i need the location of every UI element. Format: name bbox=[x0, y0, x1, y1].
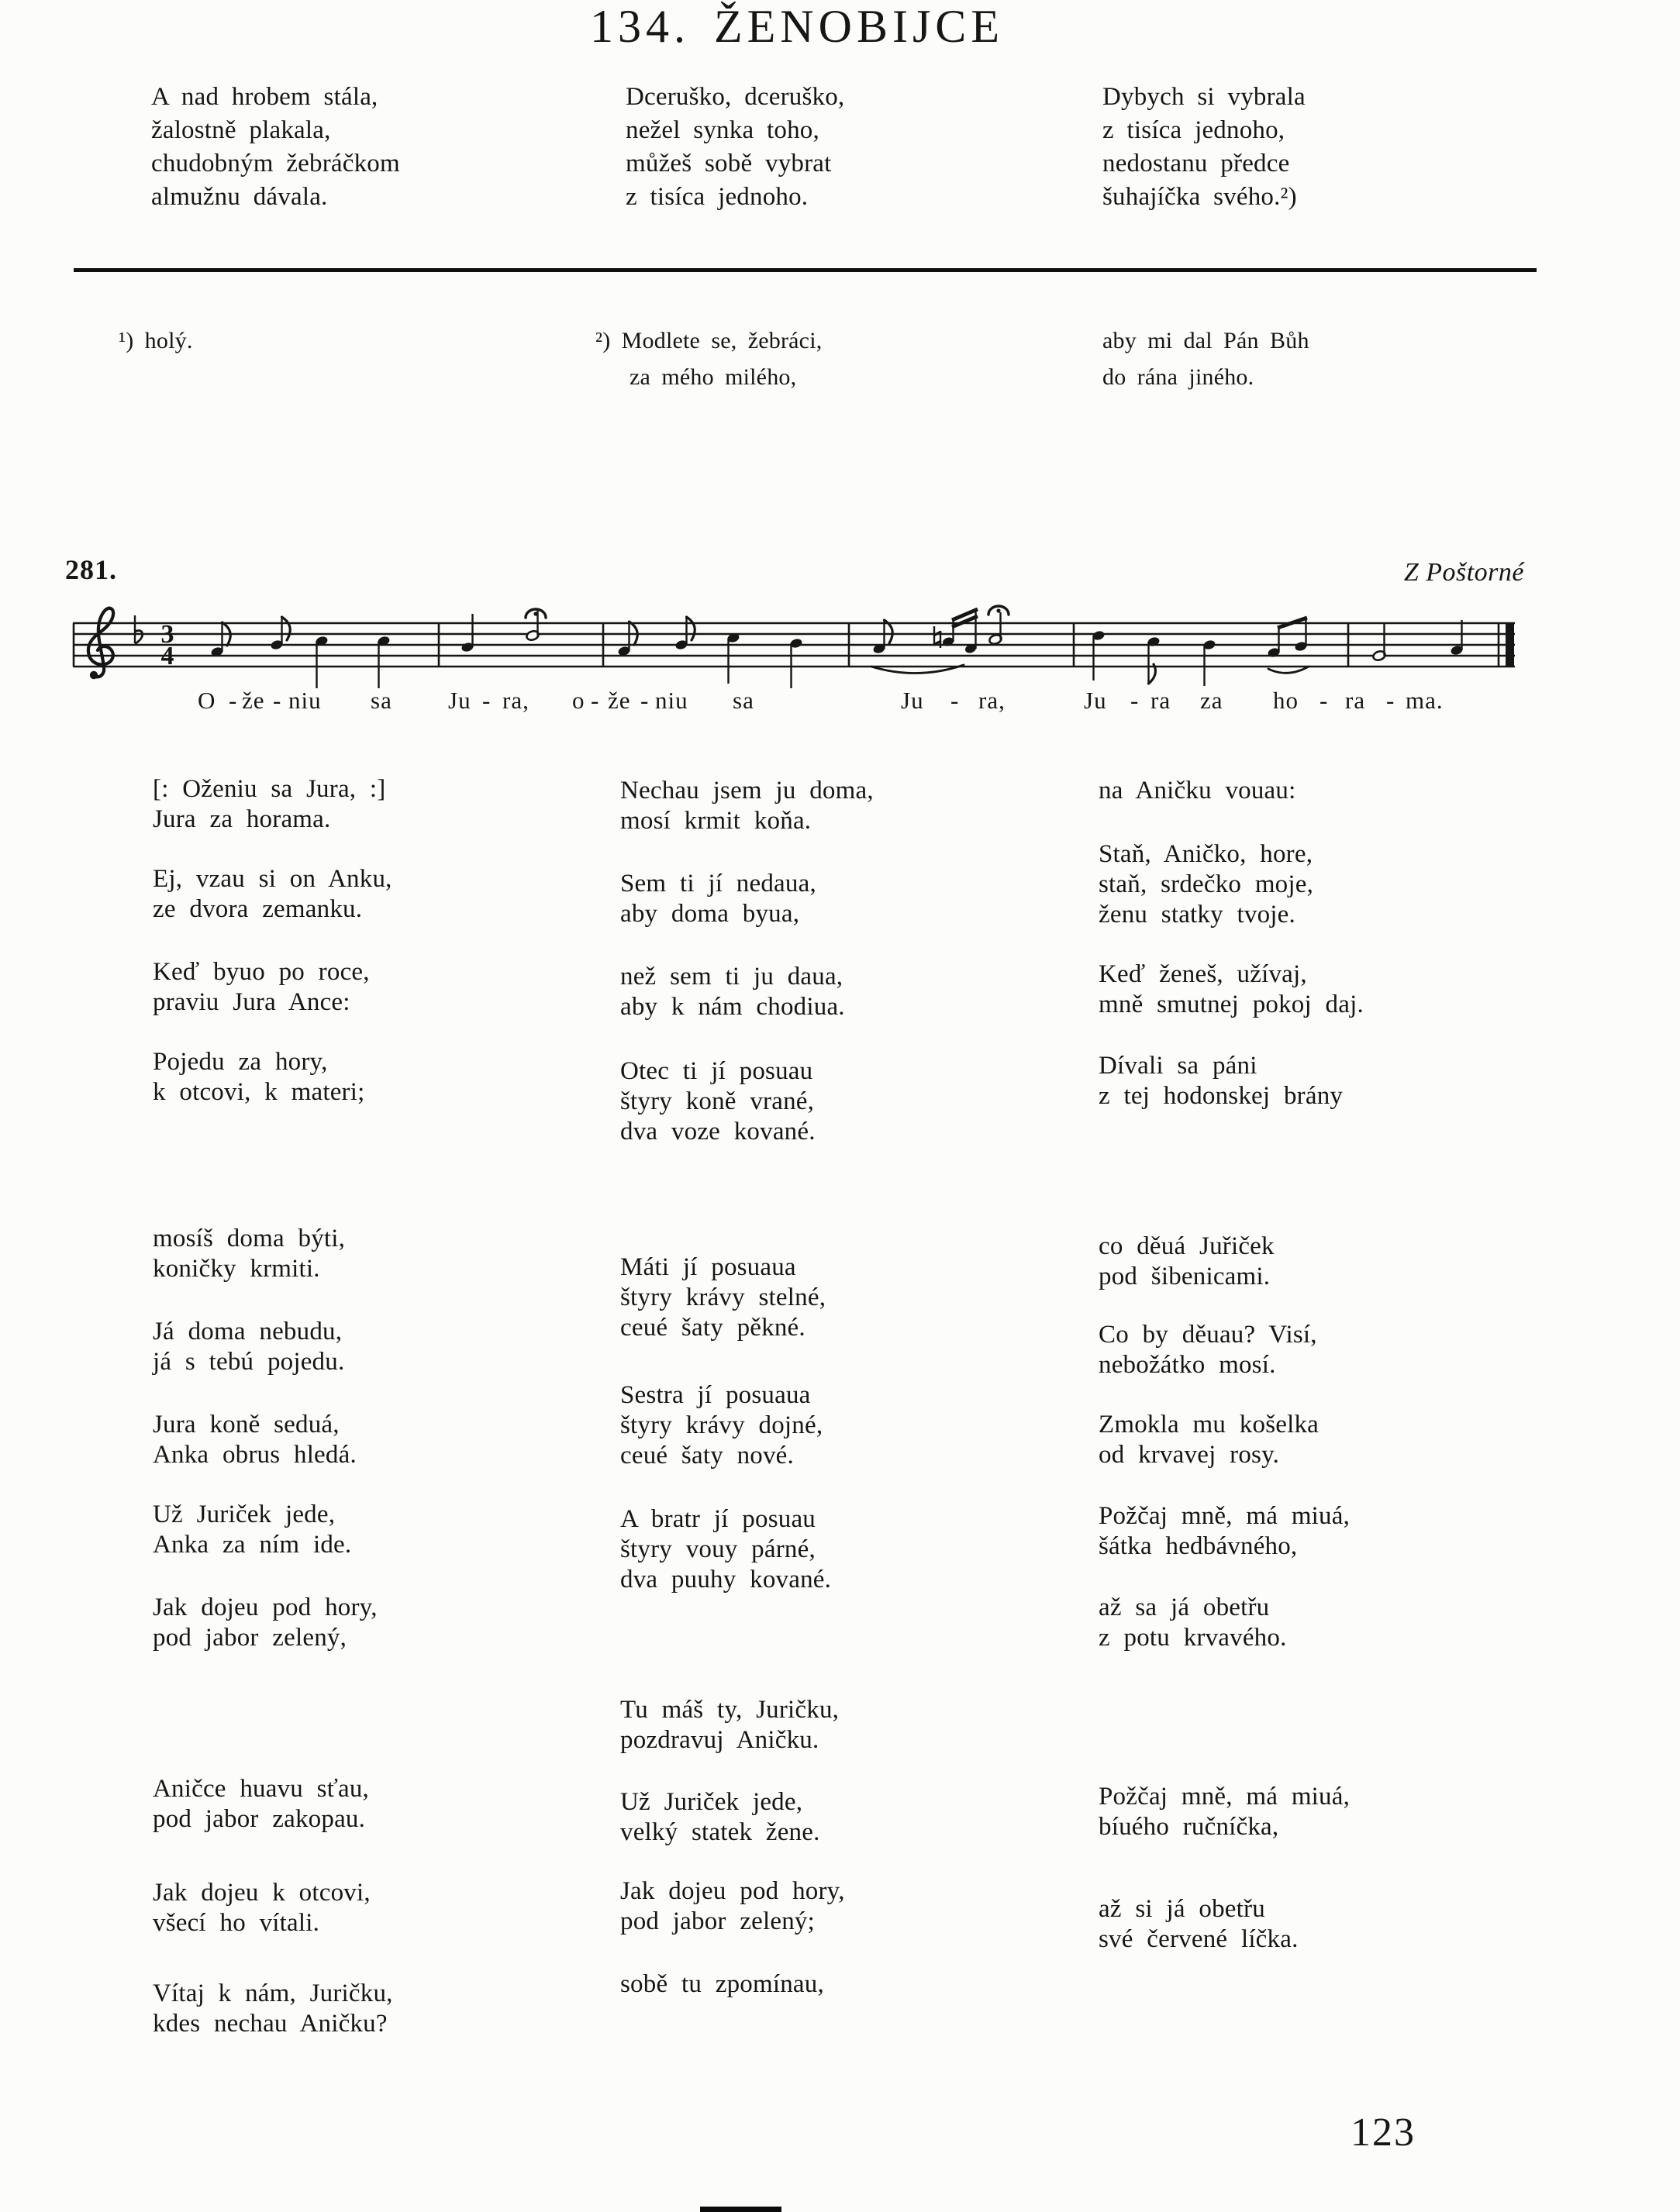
lyric-syllable: ra bbox=[1150, 687, 1171, 714]
stanza bbox=[1099, 1051, 1343, 1111]
stanza bbox=[1099, 839, 1313, 930]
lyric-syllable: sa bbox=[371, 687, 392, 714]
verse-line: Sestra jí posuaua bbox=[620, 1381, 811, 1409]
verse-line: Staň, Aničko, hore, bbox=[1099, 840, 1313, 868]
stanza bbox=[620, 776, 874, 836]
verse-line: Otec ti jí posuau bbox=[620, 1057, 813, 1085]
header-verse-column-1 bbox=[151, 81, 400, 214]
verse-line: Dceruško, dceruško, bbox=[626, 83, 845, 111]
stanza bbox=[620, 1252, 826, 1343]
scan-artifact bbox=[700, 2207, 781, 2212]
lyric-syllable: - bbox=[1130, 687, 1140, 714]
stanza bbox=[1099, 776, 1295, 806]
stanza bbox=[1099, 960, 1364, 1020]
verse-line: Anka za ním ide. bbox=[153, 1531, 352, 1559]
verse-line: Už Juriček jede, bbox=[153, 1501, 336, 1528]
verse-line: můžeš sobě vybrat bbox=[626, 150, 832, 177]
verse-line: Máti jí posuaua bbox=[620, 1253, 796, 1281]
lyric-syllable: niu bbox=[288, 687, 322, 714]
stanza bbox=[620, 962, 845, 1022]
verse-line: kdes nechau Aničku? bbox=[153, 2010, 388, 2038]
verse-line: Už Juriček jede, bbox=[620, 1788, 803, 1816]
stanza bbox=[620, 869, 816, 929]
measure-4-notes bbox=[871, 606, 1074, 674]
fermata-icon bbox=[988, 606, 1009, 615]
verse-line: mosí krmit koňa. bbox=[620, 807, 812, 835]
verse-line: z tisíca jednoho, bbox=[1102, 116, 1285, 144]
lyric-syllable: Ju bbox=[901, 687, 924, 714]
stanza bbox=[620, 1380, 823, 1471]
verse-line: mně smutnej pokoj daj. bbox=[1099, 991, 1364, 1018]
verse-line: nedostanu předce bbox=[1102, 150, 1290, 177]
stanza bbox=[153, 1500, 351, 1560]
page-number: 123 bbox=[1351, 2110, 1416, 2155]
stanza bbox=[1099, 1894, 1299, 1955]
measure-6-notes bbox=[1372, 620, 1514, 667]
header-verse-column-2 bbox=[626, 81, 844, 214]
stanza bbox=[153, 1979, 393, 2039]
song-title: 134. ŽENOBIJCE bbox=[590, 1, 1004, 52]
verse-line: Dybych si vybrala bbox=[1102, 83, 1306, 111]
verse-line: šuhajíčka svého.²) bbox=[1102, 183, 1297, 211]
header-verse-column-3 bbox=[1102, 81, 1306, 214]
lyric-syllable: - bbox=[482, 687, 492, 714]
verse-line: než sem ti ju daua, bbox=[620, 963, 843, 991]
lyric-syllable: ho bbox=[1273, 687, 1299, 714]
stanza bbox=[153, 957, 370, 1018]
stanza bbox=[153, 1410, 357, 1470]
verse-line: mosíš doma býti, bbox=[153, 1225, 346, 1252]
verse-line: za mého milého, bbox=[630, 364, 797, 390]
verse-line: Dívali sa páni bbox=[1099, 1052, 1257, 1080]
verse-line: sobě tu zpomínau, bbox=[620, 1970, 824, 1998]
lyric-syllable: ra, bbox=[502, 687, 530, 714]
verse-line: ceué šaty pěkné. bbox=[620, 1314, 806, 1342]
time-signature bbox=[161, 620, 174, 670]
verse-line: své červené líčka. bbox=[1099, 1925, 1299, 1953]
lyric-syllable: za bbox=[1200, 687, 1223, 714]
verse-line: od krvavej rosy. bbox=[1099, 1441, 1280, 1469]
melody-number: 281. bbox=[65, 554, 117, 585]
stanza bbox=[620, 1056, 816, 1147]
lyric-syllable: - bbox=[591, 687, 600, 714]
lyric-syllable: - bbox=[640, 687, 650, 714]
verse-line: Nechau jsem ju doma, bbox=[620, 777, 874, 805]
stanza bbox=[1099, 1320, 1317, 1380]
verse-line: praviu Jura Ance: bbox=[153, 988, 350, 1016]
verse-line: aby k nám chodiua. bbox=[620, 993, 845, 1021]
measure-1-notes bbox=[210, 617, 439, 688]
lyric-syllable: ra bbox=[1345, 687, 1366, 714]
verse-line: dva voze kované. bbox=[620, 1118, 816, 1146]
verse-line: Jura za horama. bbox=[153, 805, 331, 833]
verse-line: až sa já obetřu bbox=[1099, 1594, 1270, 1621]
verse-line: dva puuhy kované. bbox=[620, 1566, 832, 1594]
verse-line: šátka hedbávného, bbox=[1099, 1532, 1298, 1560]
verse-line: Jak dojeu pod hory, bbox=[153, 1594, 378, 1621]
verse-line: k otcovi, k materi; bbox=[153, 1078, 365, 1106]
lyric-syllable: že bbox=[242, 687, 265, 714]
lyric-syllable: sa bbox=[733, 687, 754, 714]
verse-line: Sem ti jí nedaua, bbox=[620, 870, 816, 898]
verse-line: Zmokla mu košelka bbox=[1099, 1411, 1319, 1438]
lyric-syllable: ma. bbox=[1406, 687, 1444, 714]
lyric-syllable: že bbox=[608, 687, 631, 714]
verse-line: Tu máš ty, Juričku, bbox=[620, 1696, 840, 1724]
verse-line: almužnu dávala. bbox=[151, 183, 328, 211]
verse-line: Anka obrus hledá. bbox=[153, 1441, 357, 1469]
verse-line: A bratr jí posuau bbox=[620, 1505, 816, 1533]
verse-line: štyry vouy párné, bbox=[620, 1535, 816, 1563]
verse-line: Já doma nebudu, bbox=[153, 1318, 343, 1345]
verse-line: Jak dojeu pod hory, bbox=[620, 1877, 845, 1905]
stanza bbox=[1099, 1501, 1350, 1562]
stanza bbox=[1099, 1232, 1275, 1292]
verse-line: Jak dojeu k otcovi, bbox=[153, 1879, 371, 1907]
verse-line: aby mi dal Pán Bůh bbox=[1102, 328, 1309, 353]
lyric-syllable: - bbox=[1320, 687, 1329, 714]
verse-line: staň, srdečko moje, bbox=[1099, 870, 1314, 898]
verse-line: na Aničku vouau: bbox=[1099, 777, 1296, 805]
verse-line: až si já obetřu bbox=[1099, 1895, 1265, 1923]
verse-line: pod šibenicami. bbox=[1099, 1263, 1271, 1290]
verse-line: ženu statky tvoje. bbox=[1099, 901, 1295, 929]
stanza bbox=[620, 1504, 831, 1595]
verse-line: štyry krávy stelné, bbox=[620, 1283, 826, 1311]
stanza bbox=[153, 864, 392, 925]
verse-line: pod jabor zakopau. bbox=[153, 1805, 366, 1833]
verse-line: ze dvora zemanku. bbox=[153, 895, 363, 923]
lyric-syllable: - bbox=[273, 687, 282, 714]
verse-line: všecí ho vítali. bbox=[153, 1909, 320, 1937]
stanza bbox=[153, 1878, 371, 1938]
song-source: Z Poštorné bbox=[1403, 558, 1524, 587]
svg-text:4: 4 bbox=[160, 642, 174, 670]
lyric-syllable: O bbox=[198, 687, 216, 714]
stanza bbox=[153, 774, 386, 835]
stanza bbox=[1099, 1782, 1350, 1842]
verse-line: co děuá Juřiček bbox=[1099, 1232, 1275, 1260]
verse-line: z tej hodonskej brány bbox=[1099, 1082, 1344, 1110]
lyric-syllable: - bbox=[950, 687, 960, 714]
verse-line: Ej, vzau si on Anku, bbox=[153, 865, 392, 893]
verse-line: Keď byuo po roce, bbox=[153, 958, 370, 986]
measure-3-notes bbox=[617, 617, 849, 688]
lyric-syllable: Ju bbox=[1084, 687, 1107, 714]
stanza bbox=[153, 1774, 369, 1835]
verse-line: ceué šaty nové. bbox=[620, 1442, 794, 1469]
stanza bbox=[1099, 1593, 1287, 1653]
measure-5-notes bbox=[1092, 618, 1348, 686]
verse-line: pod jabor zelený, bbox=[153, 1624, 347, 1652]
stanza bbox=[1099, 1410, 1319, 1470]
stanza bbox=[153, 1317, 344, 1377]
stanza bbox=[153, 1047, 364, 1108]
verse-line: ²) Modlete se, žebráci, bbox=[595, 328, 823, 353]
verse-line: pod jabor zelený; bbox=[620, 1907, 815, 1935]
lyric-syllable: - bbox=[229, 687, 238, 714]
verse-line: Co by děuau? Visí, bbox=[1099, 1321, 1317, 1349]
lyric-syllable: - bbox=[1386, 687, 1395, 714]
verse-line: [: Oženiu sa Jura, :] bbox=[153, 775, 386, 803]
measure-2-notes bbox=[461, 609, 603, 667]
lyric-syllable: Ju bbox=[448, 687, 471, 714]
flat-sign-icon bbox=[135, 615, 143, 643]
verse-line: Pojedu za hory, bbox=[153, 1048, 328, 1076]
lyric-syllable: ra, bbox=[978, 687, 1006, 714]
verse-line: já s tebú pojedu. bbox=[153, 1348, 345, 1376]
verse-line: nebožátko mosí. bbox=[1099, 1351, 1276, 1379]
verse-line: Požčaj mně, má miuá, bbox=[1099, 1502, 1351, 1530]
verse-line: do rána jiného. bbox=[1102, 364, 1254, 390]
footnote-1: ¹) holý. bbox=[119, 328, 193, 353]
verse-line: štyry koně vrané, bbox=[620, 1087, 815, 1115]
verse-line: žalostně plakala, bbox=[151, 116, 331, 144]
staff-lyrics bbox=[0, 687, 1680, 718]
treble-clef-icon bbox=[88, 608, 113, 679]
verse-line: Keď ženeš, užívaj, bbox=[1099, 960, 1307, 988]
fermata-icon bbox=[526, 609, 546, 618]
verse-line: nežel synka toho, bbox=[626, 116, 819, 144]
stanza bbox=[620, 1787, 820, 1848]
stanza bbox=[620, 1969, 824, 2000]
svg-text:3: 3 bbox=[160, 620, 174, 649]
verse-line: bíuého ručníčka, bbox=[1099, 1813, 1279, 1841]
verse-line: koničky krmiti. bbox=[153, 1255, 320, 1283]
footnote-2 bbox=[595, 322, 822, 395]
lyric-syllable: o bbox=[572, 687, 585, 714]
verse-line: štyry krávy dojné, bbox=[620, 1411, 823, 1439]
verse-line: aby doma byua, bbox=[620, 900, 800, 928]
verse-line: chudobným žebráčkom bbox=[151, 150, 400, 177]
verse-line: pozdravuj Aničku. bbox=[620, 1726, 819, 1754]
verse-line: z tisíca jednoho. bbox=[626, 183, 809, 211]
footnote-rule bbox=[74, 268, 1537, 272]
lyric-syllable: niu bbox=[655, 687, 688, 714]
verse-line: Jura koně seduá, bbox=[153, 1411, 340, 1438]
stanza bbox=[153, 1593, 378, 1653]
verse-line: velký statek žene. bbox=[620, 1818, 820, 1846]
footnote-2-continuation bbox=[1102, 322, 1309, 395]
verse-line: Vítaj k nám, Juričku, bbox=[153, 1979, 393, 2007]
verse-line: Aničce huavu sťau, bbox=[153, 1775, 370, 1803]
stanza bbox=[153, 1224, 345, 1284]
verse-line: A nad hrobem stála, bbox=[151, 83, 378, 111]
verse-line: z potu krvavého. bbox=[1099, 1624, 1287, 1652]
stanza bbox=[620, 1695, 839, 1755]
stanza bbox=[620, 1876, 845, 1937]
verse-line: Požčaj mně, má miuá, bbox=[1099, 1783, 1351, 1811]
